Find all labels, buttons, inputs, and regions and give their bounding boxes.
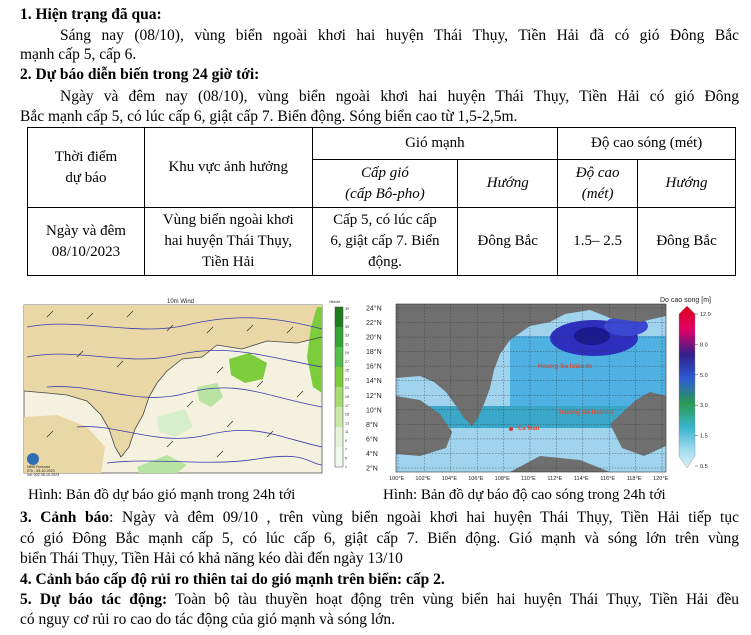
wave-lat-label: 2°N xyxy=(366,465,378,473)
wave-lat-label: 16°N xyxy=(366,363,382,371)
wave-height-forecast-map xyxy=(360,296,738,482)
header-wave: Độ cao sóng (mét) xyxy=(558,128,736,160)
wave-colorbar-tick: 1.5 xyxy=(700,433,708,440)
wave-lat-label: 6°N xyxy=(366,436,378,444)
wave-lat-label: 10°N xyxy=(366,407,382,415)
cell-time: Ngày và đêm 08/10/2023 xyxy=(28,208,145,276)
table-row xyxy=(28,208,736,276)
wave-colorbar xyxy=(679,306,695,468)
section-1-text-line1: Sáng nay (08/10), vùng biển ngoài khơi hai huyện Thái Thụy, Tiền Hải đã có gió Đông Bắc xyxy=(60,27,739,44)
wind-colorbar-tick: 13 xyxy=(345,421,349,426)
wind-map-footer-2: 07h - 09-10-2023 xyxy=(27,469,55,473)
wave-lat-label: 24°N xyxy=(366,305,382,313)
wave-colorbar-tick: 5.0 xyxy=(700,372,708,379)
wind-forecast-map xyxy=(17,297,350,479)
wave-lat-label: 20°N xyxy=(366,334,382,342)
wind-colorbar-tick: 15 xyxy=(345,412,349,417)
wave-lat-label: 4°N xyxy=(366,450,378,458)
wind-colorbar-tick: 9 xyxy=(345,438,347,443)
section-2-text-line2: Bắc mạnh cấp 5, có lúc cấp 6, giật cấp 7. Biển động. Sóng biển cao từ 1,5-2,5m. xyxy=(20,108,518,125)
header-area: Khu vực ảnh hưởng xyxy=(144,128,312,208)
section-2-text-line1: Ngày và đêm nay (08/10), vùng biển ngoài khơi hai huyện Thái Thụy, Tiền Hải có gió Đông xyxy=(60,88,739,105)
forecast-table xyxy=(27,127,736,276)
wave-lat-label: 22°N xyxy=(366,320,382,328)
wind-colorbar-tick: 1 xyxy=(345,465,347,470)
wave-lat-label: 14°N xyxy=(366,378,382,386)
section-2-heading: 2. Dự báo diễn biến trong 24 giờ tới: xyxy=(20,66,260,83)
section-5-label: 5. Dự báo tác động: xyxy=(20,591,168,608)
wave-lon-label: 116°E xyxy=(600,476,616,482)
wave-lon-label: 120°E xyxy=(653,476,669,482)
wind-colorbar-tick: 11 xyxy=(345,430,349,435)
wave-lon-label: 118°E xyxy=(626,476,642,482)
section-3-text-line2: có gió Đông Bắc mạnh cấp 5, có lúc cấp 6, giật cấp 7. Biển động. Gió mạnh và sóng lớn trên vùng xyxy=(20,530,739,547)
header-time: Thời điểm dự báo xyxy=(28,128,145,208)
wind-colorbar-title: Hinh/kt xyxy=(329,300,341,304)
header-wind-direction: Hướng xyxy=(458,160,558,208)
wave-lon-label: 114°E xyxy=(573,476,589,482)
header-wave-direction: Hướng xyxy=(638,160,736,208)
wave-lon-label: 102°E xyxy=(415,476,431,482)
wind-colorbar-tick: 25 xyxy=(345,368,349,373)
section-5-text-line1: 5. Dự báo tác động: Toàn bộ tàu thuyền hoạt động trên vùng biển hai huyện Thái Thụy, Tiền Hải đều xyxy=(20,591,739,608)
section-4-heading: 4. Cảnh báo cấp độ rủi ro thiên tai do gió mạnh trên biển: cấp 2. xyxy=(20,571,445,588)
header-wind-level: Cấp gió (cấp Bô-pho) xyxy=(312,160,458,208)
cell-wave-height: 1.5– 2.5 xyxy=(558,208,638,276)
wind-colorbar-tick: 39 xyxy=(345,307,349,312)
wind-colorbar-tick: 7 xyxy=(345,447,347,452)
nms-logo-icon xyxy=(27,453,39,465)
wind-colorbar-tick: 21 xyxy=(345,386,349,391)
wave-map-caption: Hình: Bản đồ dự báo độ cao sóng trong 24h tới xyxy=(383,487,666,503)
wind-map-footer-1: NMS Forecast xyxy=(27,465,50,469)
wave-colorbar-title: Do cao song [m] xyxy=(660,297,711,304)
wind-colorbar-tick: 37 xyxy=(345,315,349,320)
wind-colorbar-tick: 35 xyxy=(345,324,349,329)
section-1-heading: 1. Hiện trạng đã qua: xyxy=(20,6,162,23)
wave-lat-label: 8°N xyxy=(366,421,378,429)
wave-lon-label: 104°E xyxy=(441,476,458,482)
cell-wind-direction: Đông Bắc xyxy=(458,208,558,276)
wind-colorbar-tick: 19 xyxy=(345,394,349,399)
wave-lon-label: 112°E xyxy=(547,476,563,482)
label-ca-mau: Ca Mau xyxy=(518,426,540,432)
section-1-text-line2: mạnh cấp 5, cấp 6. xyxy=(20,46,137,63)
cell-wind-level: Cấp 5, có lúc cấp 6, giật cấp 7. Biển động. xyxy=(312,208,458,276)
wind-colorbar-tick: 27 xyxy=(345,359,349,364)
wind-map-footer-3: init: 00Z 08-10-2023 xyxy=(27,473,60,477)
label-hoang-sa: Hoang Sa Islands xyxy=(538,363,593,370)
section-3-label: 3. Cảnh báo xyxy=(20,509,110,526)
wind-colorbar-tick: 31 xyxy=(345,342,349,347)
wave-lat-label: 12°N xyxy=(366,392,382,400)
wave-lat-label: 18°N xyxy=(366,349,382,357)
wave-lon-label: 108°E xyxy=(494,476,510,482)
wave-lon-label: 106°E xyxy=(468,476,484,482)
wind-map-title: 10m Wind xyxy=(167,299,195,305)
section-3-text-line3: biển Thái Thụy, Tiền Hải có khả năng kéo dài đến ngày 13/10 xyxy=(20,550,403,567)
section-3-text-line1: 3. Cảnh báo: Ngày và đêm 09/10 , trên vùng biển ngoài khơi hai huyện Thái Thụy, Tiền Hải tiếp tục xyxy=(20,509,739,526)
wave-colorbar-tick: 8.0 xyxy=(700,342,708,349)
wind-colorbar-tick: 5 xyxy=(345,456,347,461)
cell-area: Vùng biển ngoài khơi hai huyện Thái Thụy, Tiền Hải xyxy=(144,208,312,276)
wave-lon-label: 100°E xyxy=(389,476,405,482)
wave-colorbar-tick: 0.5 xyxy=(700,464,708,470)
section-5-text-line2: có nguy cơ rủi ro cao do tác động của gió mạnh và sóng lớn. xyxy=(20,611,395,628)
header-wave-height: Độ cao (mét) xyxy=(558,160,638,208)
wind-colorbar-tick: 29 xyxy=(345,351,349,356)
wind-colorbar-tick: 33 xyxy=(345,333,349,338)
ca-mau-marker-icon xyxy=(509,427,513,431)
wave-colorbar-tick: 3.0 xyxy=(700,403,708,410)
wind-colorbar-tick: 23 xyxy=(345,377,349,382)
wave-colorbar-tick: 12.0 xyxy=(700,312,711,318)
wind-map-caption: Hình: Bản đồ dự báo gió mạnh trong 24h tới xyxy=(28,487,296,503)
cell-wave-direction: Đông Bắc xyxy=(638,208,736,276)
wave-lon-label: 110°E xyxy=(521,476,536,482)
label-truong-sa: Truong Sa Islands xyxy=(558,409,614,416)
header-wind: Gió mạnh xyxy=(312,128,558,160)
wind-colorbar-tick: 17 xyxy=(345,403,349,408)
